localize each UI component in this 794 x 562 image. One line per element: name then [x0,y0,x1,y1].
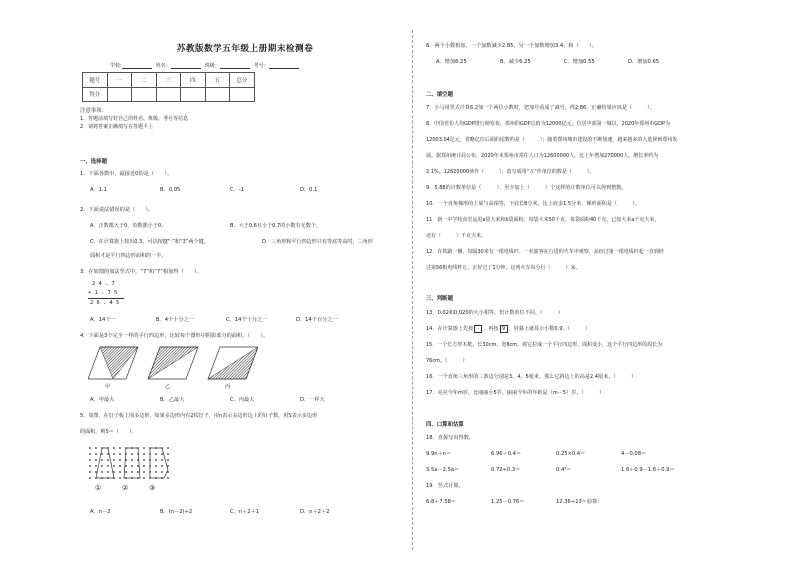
option[interactable]: A．增加6.25 [436,59,467,65]
option[interactable]: A．n－2 [90,509,111,515]
score-cell: 三 [156,73,181,88]
peg-dot [155,453,157,455]
peg-dot [149,471,151,473]
peg-dot [101,477,103,479]
peg-dot [143,465,145,467]
peg-dot [143,453,145,455]
pegboard-shapes [96,448,168,478]
question-19: 19．竖式计算。 [426,483,464,489]
peg-dot [119,471,121,473]
section-title: 三、判断题 [426,296,453,302]
peg-dot [161,477,163,479]
option[interactable]: B．0.05 [160,187,181,193]
peg-dot [101,447,103,449]
math-item: 0.72÷0.3＝ [491,467,521,473]
peg-dot [101,453,103,455]
vertical-calc-row [426,498,603,505]
page-title: 苏教版数学五年级上册期末检测卷 [176,44,314,54]
column-divider [412,30,413,550]
peg-dot [143,471,145,473]
peg-dot [119,453,121,455]
q3-figure-line2: + 1 . 7 5 [88,290,118,296]
peg-dot [161,459,163,461]
peg-dot [149,465,151,467]
exam-no-label: 考号： [253,62,269,69]
section-title: 四、口算和估算 [426,422,464,428]
peg-dot [149,453,151,455]
question-9: 9．5.88的计数单位是（ ），至少加上（ ）个这样的计数单位可以得到整数。 [426,185,627,191]
question-14-text: 14．在计算器上先按 [426,326,474,332]
q3-figure-line1: 2 4 . 7 [92,281,115,287]
peg-dot [89,477,91,479]
question-3: 3．在如图的加法竖式中，“7”和“7”相加得（ ）。 [80,269,202,275]
option[interactable]: C．增加0.55 [564,59,595,65]
question-1: 1．下面各数中，最接近0的是（ ）。 [80,171,173,177]
peg-dot [113,477,115,479]
peg-dot [125,447,127,449]
peg-dot [107,447,109,449]
option[interactable]: C．-1 [230,187,244,193]
peg-dot [89,471,91,473]
section-title: 一、选择题 [80,159,107,165]
question-11-line2: 还有（ ）千克大米。 [426,233,487,239]
school-field[interactable] [122,62,152,69]
peg-dot [161,447,163,449]
question-14-text: ，再按 [483,326,499,332]
peg-dot [95,477,97,479]
peg-dot [143,447,145,449]
peg-dot [95,453,97,455]
calculator-key-9: 9 [500,325,508,333]
calc-item: 6.8＋7.58＝ [426,499,457,505]
option[interactable]: B．(n－2)÷2 [160,509,193,515]
question-6-options [436,58,659,65]
name-field[interactable] [171,62,201,69]
question-7: 7．小马用竖式计算6.2加一个两位小数时，把加号看成了减号，得2.86，正确结果应该是（ ）。 [426,105,655,111]
question-14-text: ，屏幕上就显示小数0.9。（ ） [508,326,591,332]
peg-dot [119,477,121,479]
pegboard-figure [88,442,198,484]
score-cell: 四 [181,73,206,88]
mental-math-row [426,466,675,473]
question-12-line2: 过第56根电线杆止，正好过了1分钟。这列火车每分行（ ）米。 [426,265,581,271]
score-table [82,72,255,102]
question-4-options [90,396,325,403]
figure-label-2: ② [122,484,129,492]
school-label: 学校: [110,62,122,69]
option[interactable]: D．0.1 [300,187,318,193]
q3-figure-rule [88,298,124,299]
peg-dot [167,459,169,461]
peg-dot [167,465,169,467]
question-8-line4: 2.1%。12620000读作（ ），改写成用“万”作单位的数是（ ）。 [426,169,595,175]
peg-dot [107,477,109,479]
question-11: 11．新一中学校食堂运进a袋大米和b袋面粉，每袋大米50千克，每袋面粉40千克，已知大米a千克大米， [426,217,660,223]
score-cell: 一 [107,73,132,88]
question-17: 17．亮亮今年m岁，比丽丽小5岁，丽丽今年的年龄是（m－5）岁。（ ） [426,390,605,396]
peg-dot [131,465,133,467]
figure-label-3: ③ [149,484,156,492]
peg-dot [155,459,157,461]
peg-dot [167,471,169,473]
notice-item: 1．答题前填写好自己的姓名、班级、考号等信息 [80,116,189,122]
peg-dot [155,447,157,449]
option[interactable]: B．乙最大 [160,397,185,403]
parallelogram-yi [148,347,198,379]
peg-dot [101,471,103,473]
peg-dot [131,477,133,479]
class-label: 班级： [204,62,220,69]
peg-dot [95,447,97,449]
question-14 [426,325,591,333]
question-4: 4．下面是3个完全一样的平行四边形，比较每个图形中阴影部分的面积，（ ）。 [80,333,269,339]
option[interactable]: C．14个十分之一 [226,317,268,323]
option[interactable]: C．丙最大 [230,397,255,403]
peg-dot [113,465,115,467]
peg-dot [167,477,169,479]
option[interactable]: D．增加0.65 [628,59,660,65]
score-table-header-row [83,73,255,88]
peg-dot [161,471,163,473]
peg-dot [167,453,169,455]
score-table-score-row [83,87,255,102]
score-cell: 总分 [230,73,255,88]
question-8-line3: 展。据郑州统计局公布，2020年末郑州市常住人口为12600000人，比上年增加270000人，增长率约为 [426,153,659,159]
peg-dot [119,459,121,461]
question-10: 10．一个直角梯形的上底与高相等，下底长8分米，比上底多1.5分米，梯形面积是（ ）。 [426,201,640,207]
score-input-cell[interactable] [181,87,206,102]
peg-dot [107,453,109,455]
score-input-cell[interactable] [205,87,230,102]
score-input-cell[interactable] [230,87,255,102]
peg-dot [137,447,139,449]
peg-dot [113,459,115,461]
peg-dot [89,447,91,449]
name-label: 姓名： [155,62,171,69]
question-8: 8．中国省份人均GDP排行榜发布，郑州的GDP总值为12000亿元，位居中部第一城以，2020年郑州市GDP为 [426,121,671,127]
peg-dot [125,471,127,473]
peg-dot [131,459,133,461]
peg-dot [155,471,157,473]
peg-dot [143,459,145,461]
option[interactable]: C．在计算器上按出0.3，可以按键“·”和“3”两个键。 [90,239,209,245]
peg-dot [149,459,151,461]
peg-dot [107,459,109,461]
calc-item: 1.25－0.76＝ [491,499,525,505]
math-item: 4－0.08＝ [621,451,647,457]
peg-dot [161,465,163,467]
peg-dot [107,465,109,467]
math-item: 6.96＋0.4＝ [491,451,522,457]
option[interactable]: D．一样大 [300,397,325,403]
peg-dot [107,471,109,473]
question-15: 15．一个长方形木框，长30cm，宽8cm，将它拉成一个平行四边形，面积变小，这个平行四边形的周长为 [426,342,663,348]
math-item: 1.6＋0.9－1.6＋0.9＝ [621,467,675,473]
peg-dot [89,465,91,467]
figure-label-yi: 乙 [165,384,171,390]
notice-title: 注意事项： [80,108,107,114]
parallelogram-figures [88,345,258,383]
student-info-line [80,62,410,69]
mental-math-row [426,450,646,457]
option[interactable]: C．n＋2＋1 [230,509,260,515]
calc-item: 12.36÷13＝验算： [556,499,603,505]
option[interactable]: D．n＋2＋2 [300,509,330,515]
peg-dot [137,453,139,455]
question-5-options [90,508,329,515]
option-continued: 面积才是平行四边形面积的一半。 [90,253,167,259]
option[interactable]: A．甲最大 [90,397,115,403]
question-1-options [90,186,317,193]
peg-dot [131,471,133,473]
exam-no-field[interactable] [269,62,299,69]
option[interactable]: B．减少6.25 [500,59,531,65]
peg-dot [167,447,169,449]
question-15-line2: 76cm。（ ） [426,358,468,364]
class-field[interactable] [220,62,250,69]
peg-dot [125,453,127,455]
peg-dot [113,471,115,473]
figure-label-jia: 甲 [105,384,111,390]
peg-dot [95,459,97,461]
score-cell: 题号 [83,73,108,88]
math-item: 3.5a－2.5a＝ [426,467,460,473]
option[interactable]: A．1.1 [90,187,107,193]
peg-dot [155,477,157,479]
peg-dot [125,477,127,479]
peg-dot [131,453,133,455]
peg-dot [125,459,127,461]
peg-dot [119,465,121,467]
question-3-options [90,316,338,323]
section-title: 二、填空题 [426,92,453,98]
question-2: 2．下面说法错误的是（ ）。 [80,207,154,213]
peg-dot [149,447,151,449]
score-cell: 五 [205,73,230,88]
q3-figure-line3: 2 6 . 4 5 [90,300,120,306]
peg-dot [137,471,139,473]
peg-dot [95,471,97,473]
peg-dot [89,453,91,455]
figure-label-1: ① [95,484,102,492]
peg-dot [89,459,91,461]
question-6: 6．两个小数相加，一个加数减少2.85，另一个加数增加3.4，和（ ）。 [426,43,597,49]
peg-dot [137,465,139,467]
peg-dot [161,453,163,455]
score-cell: 得分 [83,87,108,102]
math-item: 0.4²＝ [556,467,572,473]
question-8-line2: 12003.04亿元，省略亿位后面的尾数约是（ ）；随着郑州城市建设的不断加速，越来越多的人选择到郑州发 [426,137,678,143]
peg-dot [143,477,145,479]
peg-dot [137,477,139,479]
notice-item: 2．请将答案正确填写在答题卡上 [80,124,154,130]
score-input-cell[interactable] [132,87,157,102]
peg-dot [113,453,115,455]
parallelogram-jia [88,347,138,379]
option[interactable]: A．正数都大于0，负数都小于0。 [90,223,167,229]
parallelogram-bing [208,347,258,379]
peg-dot [149,477,151,479]
peg-dot [155,465,157,467]
score-input-cell[interactable] [156,87,181,102]
question-18: 18．直接写出得数。 [426,435,475,441]
calculator-key-dot: · [474,325,482,333]
question-5-continued: 的面积，则S＝（ ）。 [80,429,137,435]
option[interactable]: A．14个一 [90,317,116,323]
peg-dot [125,465,127,467]
question-16: 16．一个直角三角形的三条边分别是3、4、5厘米，那么它斜边上的高是2.4厘米。（ ） [426,374,637,380]
peg-dot [119,447,121,449]
question-12: 12．在铁路一侧，每隔30米有一根电线杆。一名旅客在行进的火车中观察，从经过第一根电线杆起一直到经 [426,249,664,255]
peg-dot [101,465,103,467]
math-item: 9.9n＋n＝ [426,451,452,457]
question-5: 5．如图，在钉子板上围多边形，如果多边形内有2枚钉子，用n表示多边形边上的钉子数，用S表示多边形 [80,413,318,419]
math-item: 0.25×0.4＝ [556,451,586,457]
option[interactable]: D．三角形和平行四边形只有等底等高时，三角形 [262,239,373,245]
figure-label-bing: 丙 [225,384,231,390]
option[interactable]: B．大于0.6且小于0.7的小数有无数个。 [230,223,322,229]
score-input-cell[interactable] [107,87,132,102]
score-cell: 二 [132,73,157,88]
option[interactable]: B．4个十分之一 [156,317,194,323]
peg-dot [131,447,133,449]
peg-dot [113,447,115,449]
peg-dot [101,459,103,461]
peg-dot [137,459,139,461]
option[interactable]: D．14个百分之一 [296,317,338,323]
peg-dot [95,465,97,467]
question-13: 13．0.02和0.020的大小相等，但计数单位不同。（ ） [426,310,563,316]
